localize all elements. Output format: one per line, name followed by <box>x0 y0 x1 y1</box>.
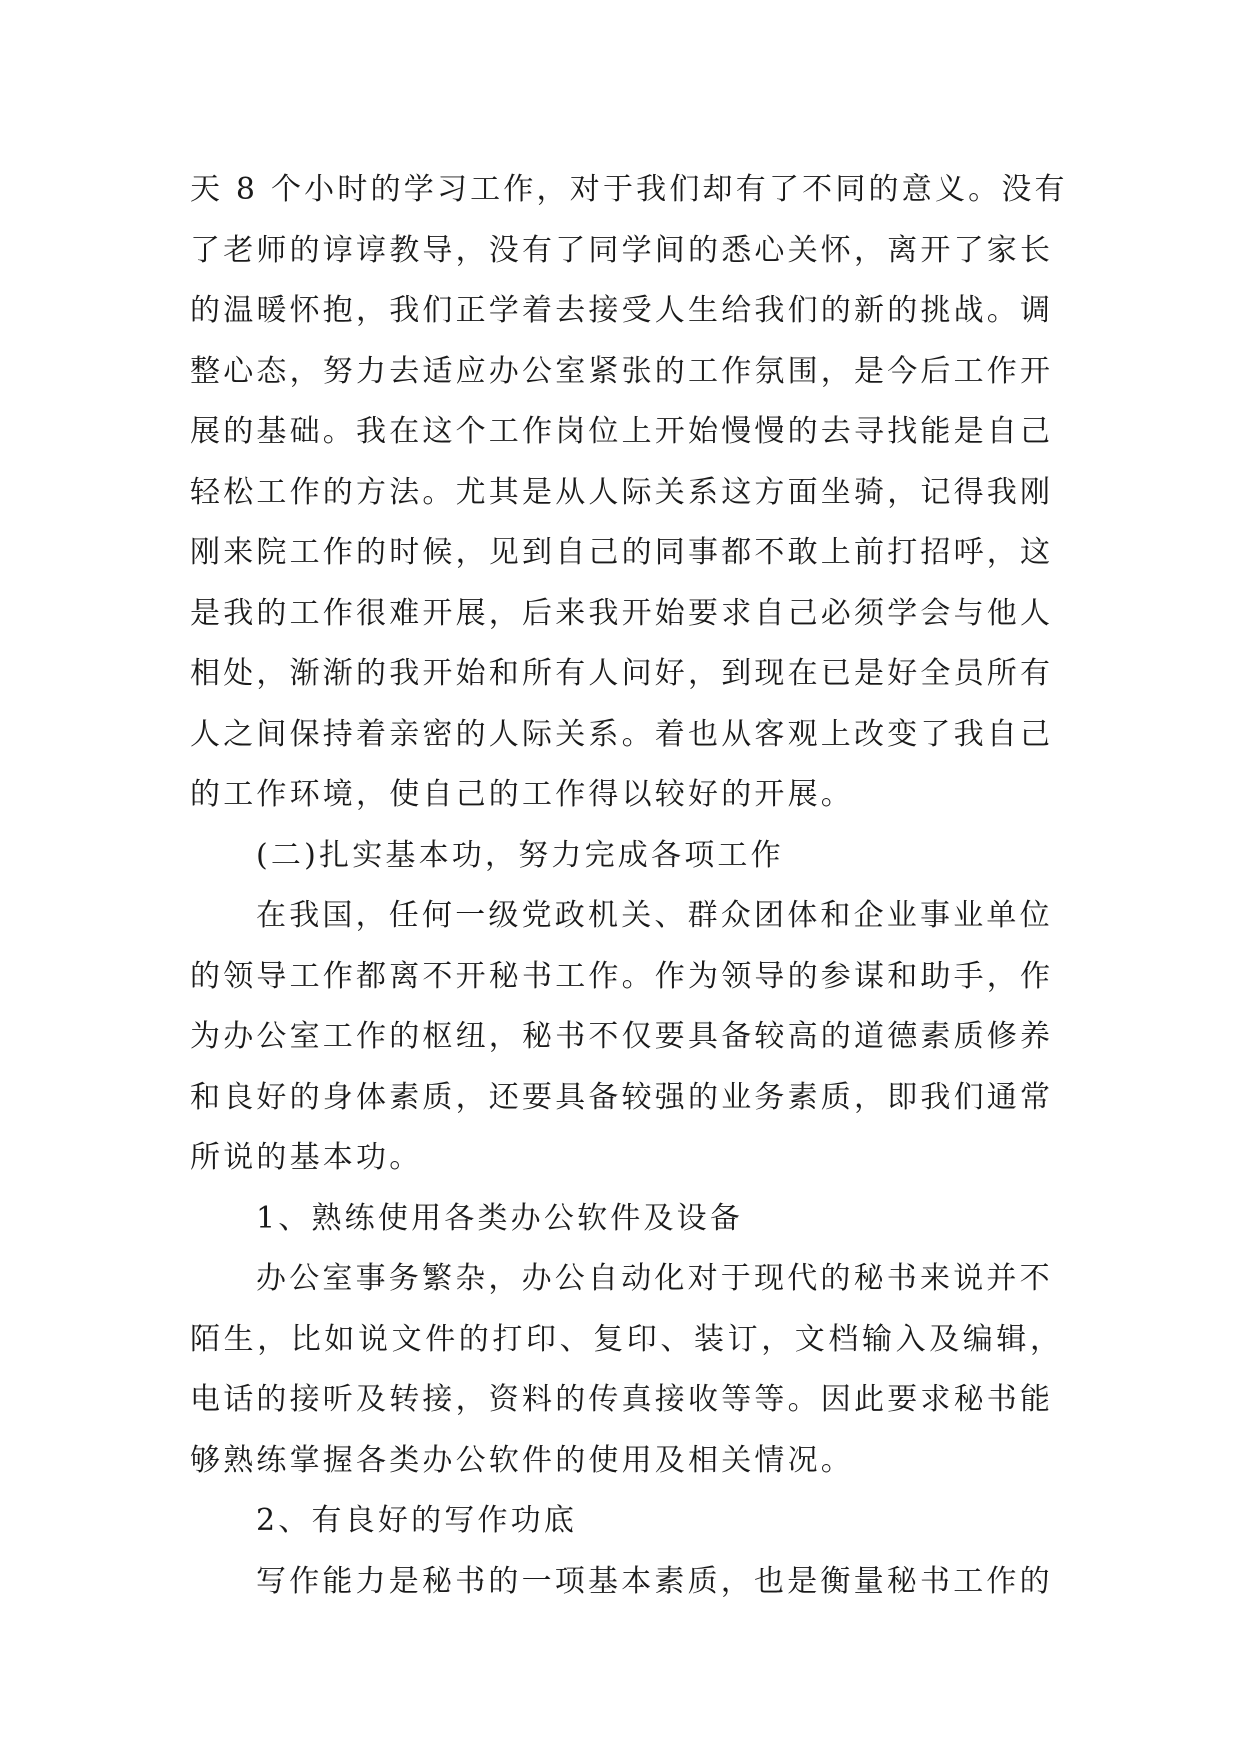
document-body <box>190 160 1068 1612</box>
text-line-3: 的温暖怀抱，我们正学着去接受人生给我们的新的挑战。调 <box>190 293 1054 328</box>
text-line-15: 为办公室工作的枢纽，秘书不仅要具备较高的道德素质修养 <box>190 1019 1054 1054</box>
text-line-21: 电话的接听及转接，资料的传真接收等等。因此要求秘书能 <box>190 1382 1054 1417</box>
text-line-8: 是我的工作很难开展，后来我开始要求自己必须学会与他人 <box>190 595 1054 631</box>
text-line-5: 展的基础。我在这个工作岗位上开始慢慢的去寻找能是自己 <box>190 414 1054 449</box>
text-line-7: 刚来院工作的时候，见到自己的同事都不敢上前打招呼，这 <box>190 535 1054 570</box>
text-line-9: 相处，渐渐的我开始和所有人问好，到现在已是好全员所有 <box>190 656 1054 691</box>
text-line-11: 的工作环境，使自己的工作得以较好的开展。 <box>190 777 854 812</box>
text-line-6: 轻松工作的方法。尤其是从人际关系这方面坐骑，记得我刚 <box>190 474 1054 510</box>
text-line-16: 和良好的身体素质，还要具备较强的业务素质，即我们通常 <box>190 1079 1054 1115</box>
list-heading-2: 2、有良好的写作功底 <box>256 1503 578 1538</box>
text-line-14: 的领导工作都离不开秘书工作。作为领导的参谋和助手，作 <box>190 958 1054 994</box>
text-line-20: 陌生，比如说文件的打印、复印、装订，文档输入及编辑， <box>190 1321 1064 1357</box>
text-line-2: 了老师的谆谆教导，没有了同学间的悉心关怀，离开了家长 <box>190 232 1054 268</box>
text-line-24: 写作能力是秘书的一项基本素质，也是衡量秘书工作的 <box>256 1563 1053 1599</box>
text-line-13: 在我国，任何一级党政机关、群众团体和企业事业单位 <box>256 898 1053 933</box>
text-line-1: 天 8 个小时的学习工作，对于我们却有了不同的意义。没有 <box>190 172 1068 207</box>
text-line-19: 办公室事务繁杂，办公自动化对于现代的秘书来说并不 <box>256 1261 1053 1296</box>
text-line-10: 人之间保持着亲密的人际关系。着也从客观上改变了我自己 <box>190 716 1054 752</box>
text-line-4: 整心态，努力去适应办公室紧张的工作氛围，是今后工作开 <box>190 353 1054 389</box>
section-heading-2: (二)扎实基本功，努力完成各项工作 <box>256 837 784 873</box>
list-heading-1: 1、熟练使用各类办公软件及设备 <box>256 1200 744 1236</box>
text-line-22: 够熟练掌握各类办公软件的使用及相关情况。 <box>190 1442 854 1478</box>
text-line-17: 所说的基本功。 <box>190 1140 423 1175</box>
